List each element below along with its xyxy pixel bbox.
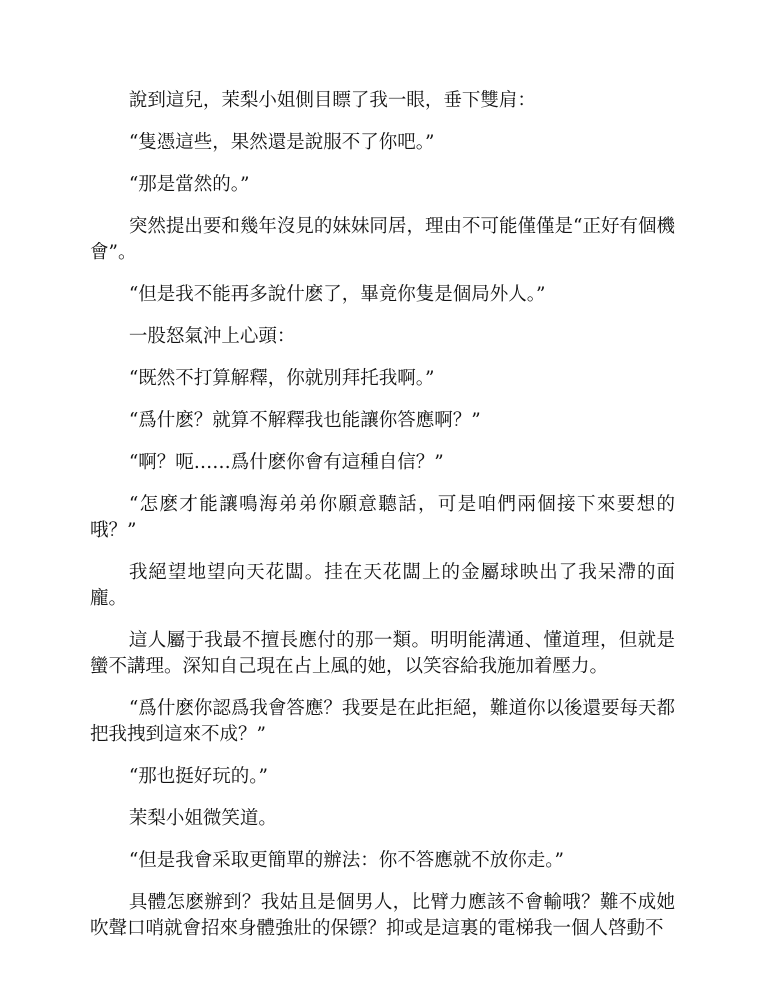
paragraph: 說到這兒，茉梨小姐側目瞟了我一眼，垂下雙肩： (128, 90, 536, 111)
paragraph: “既然不打算解釋，你就別拜托我啊。” (128, 368, 435, 389)
paragraph: 具體怎麽辦到？我姑且是個男人，比臂力應該不會輸哦？難不成她吹聲口哨就會招來身體強壯的保镖？抑或是這裏的電梯我一個人啓動不 (90, 892, 675, 939)
paragraph: “隻憑這些，果然還是說服不了你吧。” (128, 132, 435, 153)
paragraph: “那是當然的。” (128, 174, 250, 195)
paragraph: “那也挺好玩的。” (128, 766, 269, 787)
paragraph: “但是我會采取更簡單的辦法：你不答應就不放你走。” (128, 850, 565, 871)
document-page (90, 88, 675, 958)
paragraph: 突然提出要和幾年沒見的妹妹同居，理由不可能僅僅是“正好有個機會”。 (90, 216, 675, 263)
paragraph: 茉梨小姐微笑道。 (128, 808, 277, 829)
paragraph: “啊？呃……爲什麽你會有這種自信？” (128, 452, 444, 473)
paragraph: “爲什麽你認爲我會答應？我要是在此拒絕，難道你以後還要每天都把我拽到這來不成？” (90, 698, 675, 745)
paragraph: 我絕望地望向天花闆。挂在天花闆上的金屬球映出了我呆滯的面龐。 (90, 562, 675, 609)
paragraph: 一股怒氣沖上心頭： (128, 326, 296, 347)
paragraph: 這人屬于我最不擅長應付的那一類。明明能溝通、懂道理，但就是蠻不講理。深知自己現在占上風的她，以笑容給我施加着壓力。 (90, 630, 675, 677)
paragraph: “但是我不能再多說什麽了，畢竟你隻是個局外人。” (128, 284, 546, 305)
paragraph: “爲什麽？就算不解釋我也能讓你答應啊？” (128, 410, 481, 431)
paragraph: “怎麽才能讓鳴海弟弟你願意聽話，可是咱們兩個接下來要想的哦？” (90, 494, 675, 541)
